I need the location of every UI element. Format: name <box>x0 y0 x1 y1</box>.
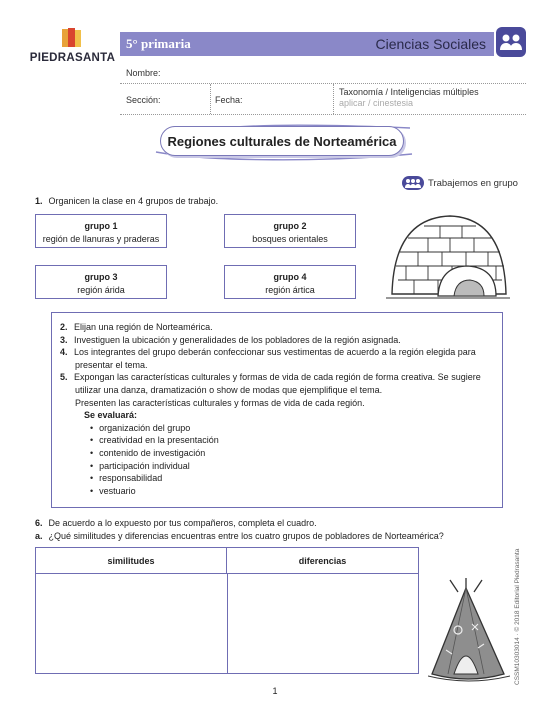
step-number: 5. <box>60 372 68 383</box>
group-description: bosques orientales <box>252 234 328 244</box>
group-work-label: Trabajemos en grupo <box>428 177 518 189</box>
group-title: grupo 4 <box>273 272 307 282</box>
group-box-3 <box>35 265 167 299</box>
step-5-continued-2: Presenten las características culturales y formas de vida de cada región. <box>75 397 365 408</box>
date-label: Fecha: <box>215 95 243 105</box>
evaluation-item: • vestuario <box>60 485 502 498</box>
igloo-illustration <box>384 210 512 302</box>
step-3 <box>60 334 502 347</box>
similarities-answer-area[interactable] <box>36 574 227 673</box>
step-text: Expongan las características culturales y formas de vida de cada región de forma creativa. Se sugiere <box>74 372 481 383</box>
group-box-4 <box>224 265 356 299</box>
step-number: 4. <box>60 347 68 358</box>
group-description: región árida <box>77 285 125 295</box>
step-number: 2. <box>60 322 68 332</box>
group-description: región ártica <box>265 285 315 295</box>
step-text: Investiguen la ubicación y generalidades de los pobladores de la región asignada. <box>74 334 401 345</box>
book-logo-icon <box>60 26 84 50</box>
page-title: Regiones culturales de Norteamérica <box>167 134 397 149</box>
evaluation-item: • contenido de investigación <box>60 447 502 460</box>
step-4 <box>60 346 502 359</box>
group-title: grupo 3 <box>84 272 118 282</box>
divider <box>210 84 211 114</box>
name-label: Nombre: <box>126 68 161 78</box>
step-text: Los integrantes del grupo deberán confeccionar sus vestimentas de acuerdo a la región elegida para <box>74 347 476 358</box>
differences-answer-area[interactable] <box>228 574 418 673</box>
table-header-differences: diferencias <box>227 548 418 574</box>
taxonomy-label: Taxonomía / Inteligencias múltiples <box>339 87 479 97</box>
group-work-badge <box>402 176 518 194</box>
step-number: 3. <box>60 334 68 345</box>
evaluation-item: • creatividad en la presentación <box>60 434 502 447</box>
question-text: ¿Qué similitudes y diferencias encuentras entre los cuatro grupos de pobladores de Norteamérica? <box>48 531 444 541</box>
publisher-logo: PIEDRASANTA <box>29 52 116 64</box>
group-box-1 <box>35 214 167 248</box>
step-text: Elijan una región de Norteamérica. <box>74 322 213 332</box>
step-5 <box>60 371 502 384</box>
page-number: 1 <box>272 686 278 696</box>
comparison-table <box>35 547 419 674</box>
question-a <box>35 531 444 541</box>
evaluation-item: • organización del grupo <box>60 422 502 435</box>
step-4-continued: presentar el tema. <box>75 359 148 370</box>
teepee-illustration <box>428 578 510 684</box>
step-5-continued: utilizar una danza, dramatización o show de modas que ejemplifique el tema. <box>75 384 383 395</box>
copyright-code <box>514 548 526 685</box>
question-number: 6. <box>35 518 43 528</box>
question-text: De acuerdo a lo expuesto por tus compañeros, completa el cuadro. <box>48 518 317 528</box>
group-title: grupo 1 <box>84 221 118 231</box>
evaluation-item: • participación individual <box>60 460 502 473</box>
question-1 <box>35 196 218 206</box>
group-title: grupo 2 <box>273 221 307 231</box>
question-text: Organicen la clase en 4 grupos de trabajo. <box>48 196 219 206</box>
subject-label: Ciencias Sociales <box>375 36 486 52</box>
group-box-2 <box>224 214 356 248</box>
table-header-similarities: similitudes <box>36 548 227 574</box>
divider <box>120 83 526 84</box>
instructions-box <box>51 312 503 508</box>
question-6 <box>35 518 317 528</box>
copyright-text: CSSM10303014 · © 2018 Editorial Piedrasanta <box>514 548 521 685</box>
grade-label: 5° primaria <box>126 36 191 51</box>
group-work-icon <box>496 27 526 57</box>
question-number: 1. <box>35 196 43 206</box>
taxonomy-value: aplicar / cinestesia <box>339 98 414 108</box>
divider <box>333 84 334 114</box>
group-description: región de llanuras y praderas <box>42 234 160 244</box>
section-label: Sección: <box>126 95 161 105</box>
people-icon <box>402 176 424 190</box>
evaluation-item: • responsabilidad <box>60 472 502 485</box>
question-number: a. <box>35 531 43 541</box>
step-2 <box>60 321 502 334</box>
divider <box>120 114 526 115</box>
evaluation-heading: Se evaluará: <box>84 410 138 421</box>
